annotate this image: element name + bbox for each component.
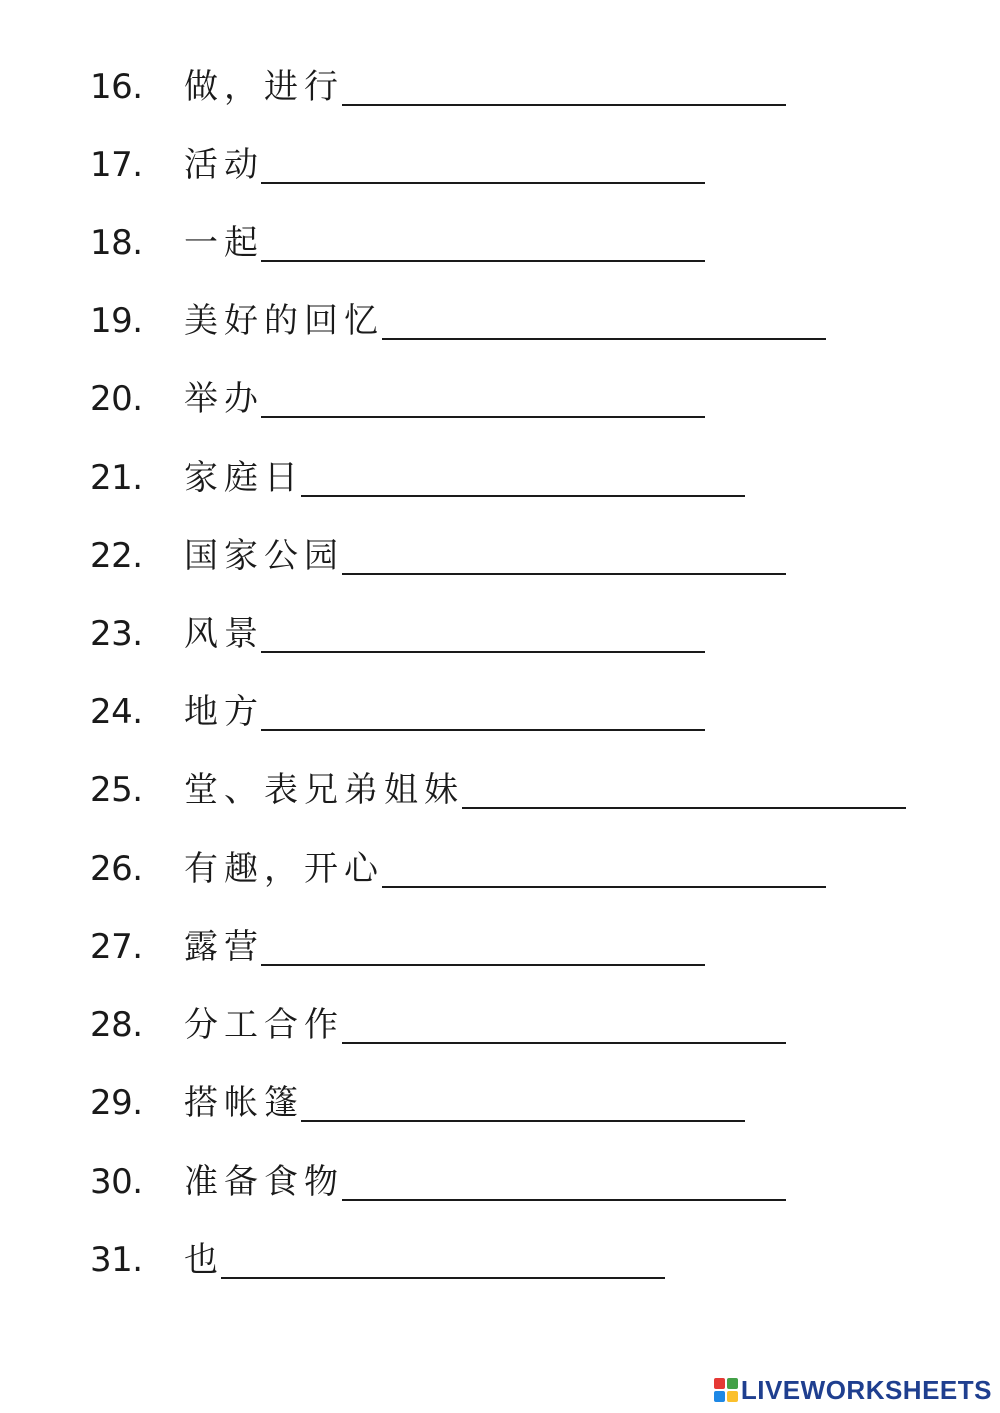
question-number: 18.: [90, 223, 143, 263]
question-word: 堂、表兄弟姐妹: [184, 770, 464, 810]
answer-input-22[interactable]: [342, 573, 786, 575]
logo-square-yellow: [727, 1391, 738, 1402]
liveworksheets-logo-icon: [714, 1378, 738, 1402]
answer-input-27[interactable]: [261, 964, 705, 966]
question-number: 29.: [90, 1083, 143, 1123]
answer-input-29[interactable]: [301, 1120, 745, 1122]
question-number: 21.: [90, 458, 143, 498]
answer-input-19[interactable]: [382, 338, 826, 340]
question-word: 露营: [184, 927, 264, 967]
question-word: 国家公园: [184, 536, 344, 576]
answer-input-16[interactable]: [342, 104, 786, 106]
question-word: 美好的回忆: [184, 301, 384, 341]
question-number: 16.: [90, 67, 143, 107]
answer-input-26[interactable]: [382, 886, 826, 888]
answer-input-20[interactable]: [261, 416, 705, 418]
question-word: 也: [184, 1240, 224, 1280]
answer-input-28[interactable]: [342, 1042, 786, 1044]
answer-input-21[interactable]: [301, 495, 745, 497]
answer-input-24[interactable]: [261, 729, 705, 731]
logo-square-red: [714, 1378, 725, 1389]
logo-square-blue: [714, 1391, 725, 1402]
question-number: 28.: [90, 1005, 143, 1045]
question-word: 有趣，开心: [184, 849, 384, 889]
question-number: 24.: [90, 692, 143, 732]
question-number: 26.: [90, 849, 143, 889]
liveworksheets-brand-text: LIVEWORKSHEETS: [740, 1374, 992, 1405]
answer-input-23[interactable]: [261, 651, 705, 653]
question-word: 搭帐篷: [184, 1083, 304, 1123]
question-number: 25.: [90, 770, 143, 810]
question-word: 风景: [184, 614, 264, 654]
answer-input-25[interactable]: [462, 807, 906, 809]
answer-input-31[interactable]: [221, 1277, 665, 1279]
liveworksheets-logo: [714, 1375, 992, 1405]
question-number: 19.: [90, 301, 143, 341]
question-number: 23.: [90, 614, 143, 654]
question-word: 做，进行: [184, 67, 344, 107]
question-number: 30.: [90, 1162, 143, 1202]
question-word: 活动: [184, 145, 264, 185]
question-word: 家庭日: [184, 458, 304, 498]
question-number: 22.: [90, 536, 143, 576]
question-word: 分工合作: [184, 1005, 344, 1045]
question-word: 地方: [184, 692, 264, 732]
question-number: 20.: [90, 379, 143, 419]
question-number: 27.: [90, 927, 143, 967]
question-number: 31.: [90, 1240, 143, 1280]
answer-input-18[interactable]: [261, 260, 705, 262]
question-word: 举办: [184, 379, 264, 419]
logo-square-green: [727, 1378, 738, 1389]
answer-input-30[interactable]: [342, 1199, 786, 1201]
question-number: 17.: [90, 145, 143, 185]
answer-input-17[interactable]: [261, 182, 705, 184]
question-word: 一起: [184, 223, 264, 263]
question-word: 准备食物: [184, 1162, 344, 1202]
